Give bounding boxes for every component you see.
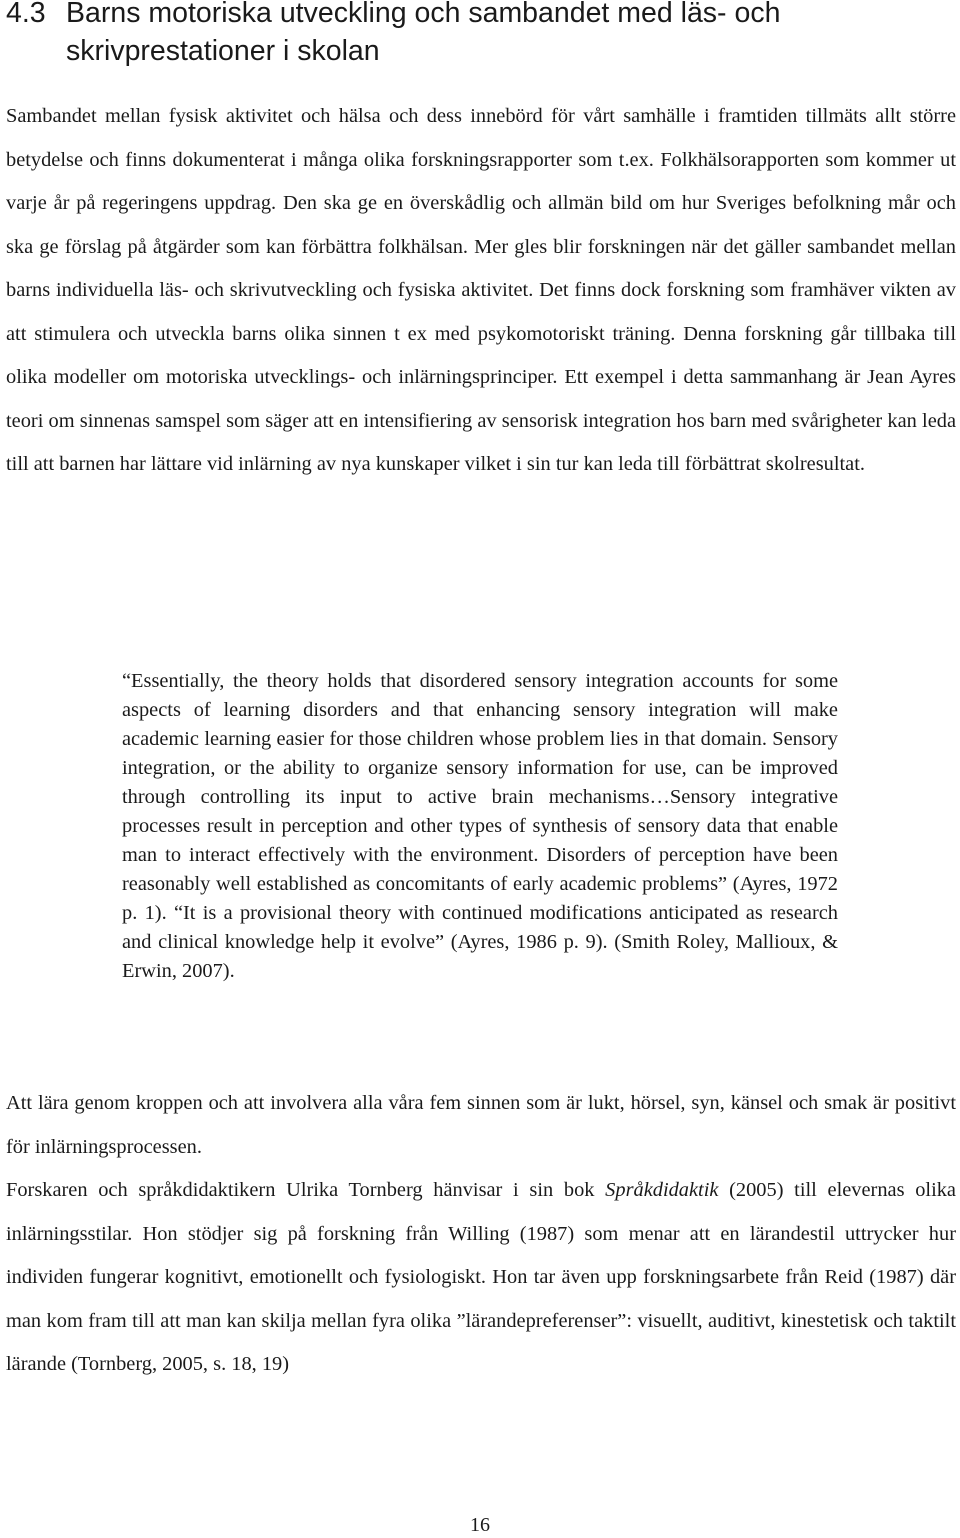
- paragraph-3-text-start: Forskaren och språkdidaktikern Ulrika Tornberg hänvisar i sin bok: [6, 1179, 606, 1201]
- section-title-line-2: skrivprestationer i skolan: [66, 35, 380, 67]
- page-number: 16: [470, 1514, 490, 1536]
- section-heading: [6, 0, 906, 70]
- paragraph-3-text-end: (2005) till elevernas olika inlärningsstilar. Hon stödjer sig på forskning från Willing (1987) som menar att en lärandestil uttrycker hur individen fungerar kognitivt, emotionellt och fysiologiskt. Hon tar även upp forskningsarbete från Reid (1987) där man kom fram till att man kan skilja mellan fyra olika ”lärandepreferenser”: visuellt, auditivt, kinestetisk och taktilt lärande (Tornberg, 2005, s. 18, 19): [6, 1179, 956, 1375]
- section-title-line-1: Barns motoriska utveckling och sambandet med läs- och: [66, 0, 781, 29]
- block-quote: “Essentially, the theory holds that disordered sensory integration accounts for some aspects of learning disorders and that enhancing sensory integration will make academic learning easier for those children whose problem lies in that domain. Sensory integration, or the ability to organize sensory information for use, can be improved through controlling its input to active brain mechanisms…Sensory integrative processes result in perception and other types of synthesis of sensory data that enable man to interact effectively with the environment. Disorders of perception have been reasonably well established as concomitants of early academic problems” (Ayres, 1972 p. 1). “It is a provisional theory with continued modifications anticipated as research and clinical knowledge help it evolve” (Ayres, 1986 p. 9). (Smith Roley, Mallioux, & Erwin, 2007).: [122, 670, 838, 982]
- body-paragraph-1: Sambandet mellan fysisk aktivitet och hälsa och dess innebörd för vårt samhälle i framtiden tillmäts allt större betydelse och finns dokumenterat i många olika forskningsrapporter som t.ex. Folkhälsorapporten som kommer ut varje år på regeringens uppdrag. Den ska ge en överskådlig och allmän bild om hur Sveriges befolkning mår och ska ge förslag på åtgärder som kan förbättra folkhälsan. Mer gles blir forskningen när det gäller sambandet mellan barns individuella läs- och skrivutveckling och fysiska aktivitet. Det finns dock forskning som framhäver vikten av att stimulera och utveckla barns olika sinnen t ex med psykomotoriskt träning. Denna forskning går tillbaka till olika modeller om motoriska utvecklings- och inlärningsprinciper. Ett exempel i detta sammanhang är Jean Ayres teori om sinnenas samspel som säger att en intensifiering av sensorisk integration hos barn med svårigheter kan leda till att barnen har lättare vid inlärning av nya kunskaper vilket i sin tur kan leda till förbättrat skolresultat.: [6, 105, 956, 475]
- body-paragraph-3: [6, 1169, 956, 1387]
- book-title: Språkdidaktik: [605, 1179, 719, 1201]
- section-number: 4.3: [6, 0, 46, 29]
- body-paragraph-2: Att lära genom kroppen och att involvera alla våra fem sinnen som är lukt, hörsel, syn, känsel och smak är positivt för inlärningsprocessen.: [6, 1092, 956, 1158]
